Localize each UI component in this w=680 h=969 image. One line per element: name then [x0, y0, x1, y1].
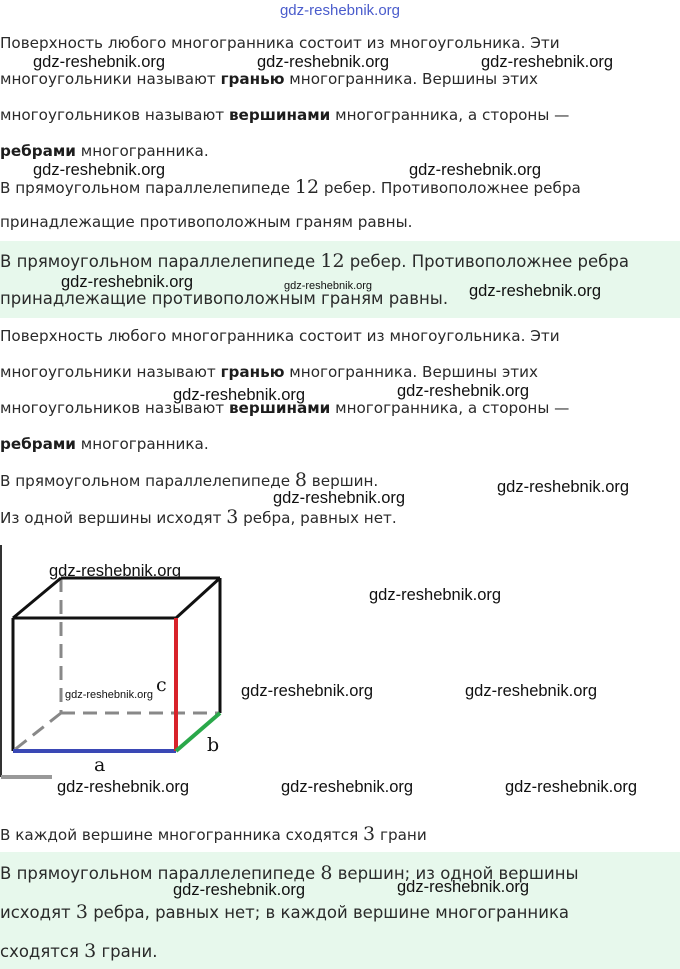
- watermark: gdz-reshebnik.org: [284, 280, 373, 292]
- text-fragment: ребра, равных нет; в каждой вершине многогранника: [87, 903, 570, 922]
- watermark: gdz-reshebnik.org: [49, 562, 182, 580]
- watermark: gdz-reshebnik.org: [397, 878, 530, 896]
- edges-line-2: принадлежащие противоположным граням равны.: [0, 213, 413, 231]
- math-number: 8: [294, 469, 307, 491]
- text-fragment: многоугольников называют: [0, 399, 229, 417]
- watermark: gdz-reshebnik.org: [481, 53, 614, 71]
- text-fragment: В прямоугольном параллелепипеде: [0, 179, 295, 197]
- math-number: 8: [320, 862, 333, 884]
- text-fragment: многоугольники называют: [0, 70, 221, 88]
- watermark: gdz-reshebnik.org: [61, 273, 194, 291]
- text-fragment: грани.: [96, 942, 158, 961]
- watermark: gdz-reshebnik.org: [33, 161, 166, 179]
- text-fragment: грани: [375, 826, 427, 844]
- answer2-line-1: [0, 862, 672, 884]
- math-number: 3: [84, 940, 97, 962]
- term-face: гранью: [220, 363, 285, 381]
- term-vertices: вершинами: [228, 106, 331, 124]
- text-fragment: В каждой вершине многогранника сходятся: [0, 826, 364, 844]
- math-number: 3: [363, 823, 376, 845]
- watermark: gdz-reshebnik.org: [505, 778, 638, 796]
- text-fragment: вершин; из одной вершины: [332, 864, 579, 883]
- theory-line-1: Поверхность любого многогранника состоит из многоугольника. Эти: [0, 34, 560, 52]
- watermark: gdz-reshebnik.org: [241, 682, 374, 700]
- text-fragment: многогранника, а стороны —: [330, 399, 570, 417]
- text-fragment: многогранника.: [75, 142, 209, 160]
- math-number: 3: [75, 901, 88, 923]
- visible-edge: [13, 578, 61, 618]
- watermark: gdz-reshebnik.org: [173, 881, 306, 899]
- watermark: gdz-reshebnik.org: [33, 53, 166, 71]
- text-fragment: ребра, равных нет.: [238, 509, 397, 527]
- math-number: 12: [320, 250, 345, 272]
- term-vertices: вершинами: [228, 399, 331, 417]
- text-fragment: сходятся: [0, 942, 85, 961]
- theory-line-3: [0, 106, 672, 124]
- text-fragment: В прямоугольном параллелепипеде: [0, 252, 321, 271]
- watermark: gdz-reshebnik.org: [65, 689, 154, 701]
- text-fragment: многогранника.: [75, 435, 209, 453]
- theory2-line-2: [0, 363, 672, 381]
- watermark: gdz-reshebnik.org: [369, 586, 502, 604]
- watermark: gdz-reshebnik.org: [273, 489, 406, 507]
- term-face: гранью: [220, 70, 285, 88]
- watermark: gdz-reshebnik.org: [57, 778, 190, 796]
- text-fragment: многогранника. Вершины этих: [284, 70, 539, 88]
- text-fragment: исходят: [0, 903, 76, 922]
- text-fragment: В прямоугольном параллелепипеде: [0, 864, 321, 883]
- watermark: gdz-reshebnik.org: [469, 282, 602, 300]
- text-fragment: многогранника. Вершины этих: [284, 363, 539, 381]
- term-edges: ребрами: [0, 435, 76, 453]
- hidden-edge: [13, 713, 61, 751]
- text-fragment: Из одной вершины исходят: [0, 509, 227, 527]
- visible-edge: [176, 578, 220, 618]
- text-fragment: ребер. Противоположнее ребра: [344, 252, 629, 271]
- watermark: gdz-reshebnik.org: [173, 386, 306, 404]
- watermark: gdz-reshebnik.org: [465, 682, 598, 700]
- watermark: gdz-reshebnik.org: [281, 778, 414, 796]
- theory2-line-3: [0, 399, 672, 417]
- text-fragment: многогранника, а стороны —: [330, 106, 570, 124]
- edge-c-label: c: [156, 674, 167, 696]
- watermark: gdz-reshebnik.org: [257, 53, 390, 71]
- text-fragment: многоугольники называют: [0, 363, 221, 381]
- edge-a-label: a: [94, 754, 106, 776]
- math-number: 3: [226, 506, 239, 528]
- theory-line-2: [0, 70, 672, 88]
- theory-line-4: [0, 142, 672, 160]
- site-header-link[interactable]: gdz-reshebnik.org: [279, 2, 401, 19]
- math-number: 12: [294, 176, 320, 198]
- watermark: gdz-reshebnik.org: [409, 161, 542, 179]
- watermark: gdz-reshebnik.org: [397, 382, 530, 400]
- answer1-line-2: принадлежащие противоположным граням равны.: [0, 289, 449, 308]
- answer2-line-2: [0, 901, 672, 923]
- answer1-line-1: [0, 250, 672, 272]
- answer2-line-3: [0, 940, 672, 962]
- text-fragment: многоугольников называют: [0, 106, 229, 124]
- text-fragment: вершин.: [306, 472, 379, 490]
- text-fragment: ребер. Противоположнее ребра: [319, 179, 581, 197]
- theory2-line-1: Поверхность любого многогранника состоит из многоугольника. Эти: [0, 327, 560, 345]
- faces-line: [0, 823, 672, 845]
- term-edges: ребрами: [0, 142, 76, 160]
- text-fragment: В прямоугольном параллелепипеде: [0, 472, 295, 490]
- vertices-line-2: [0, 506, 672, 528]
- edge-b-label: b: [207, 734, 220, 756]
- watermark: gdz-reshebnik.org: [497, 478, 630, 496]
- theory2-line-4: [0, 435, 672, 453]
